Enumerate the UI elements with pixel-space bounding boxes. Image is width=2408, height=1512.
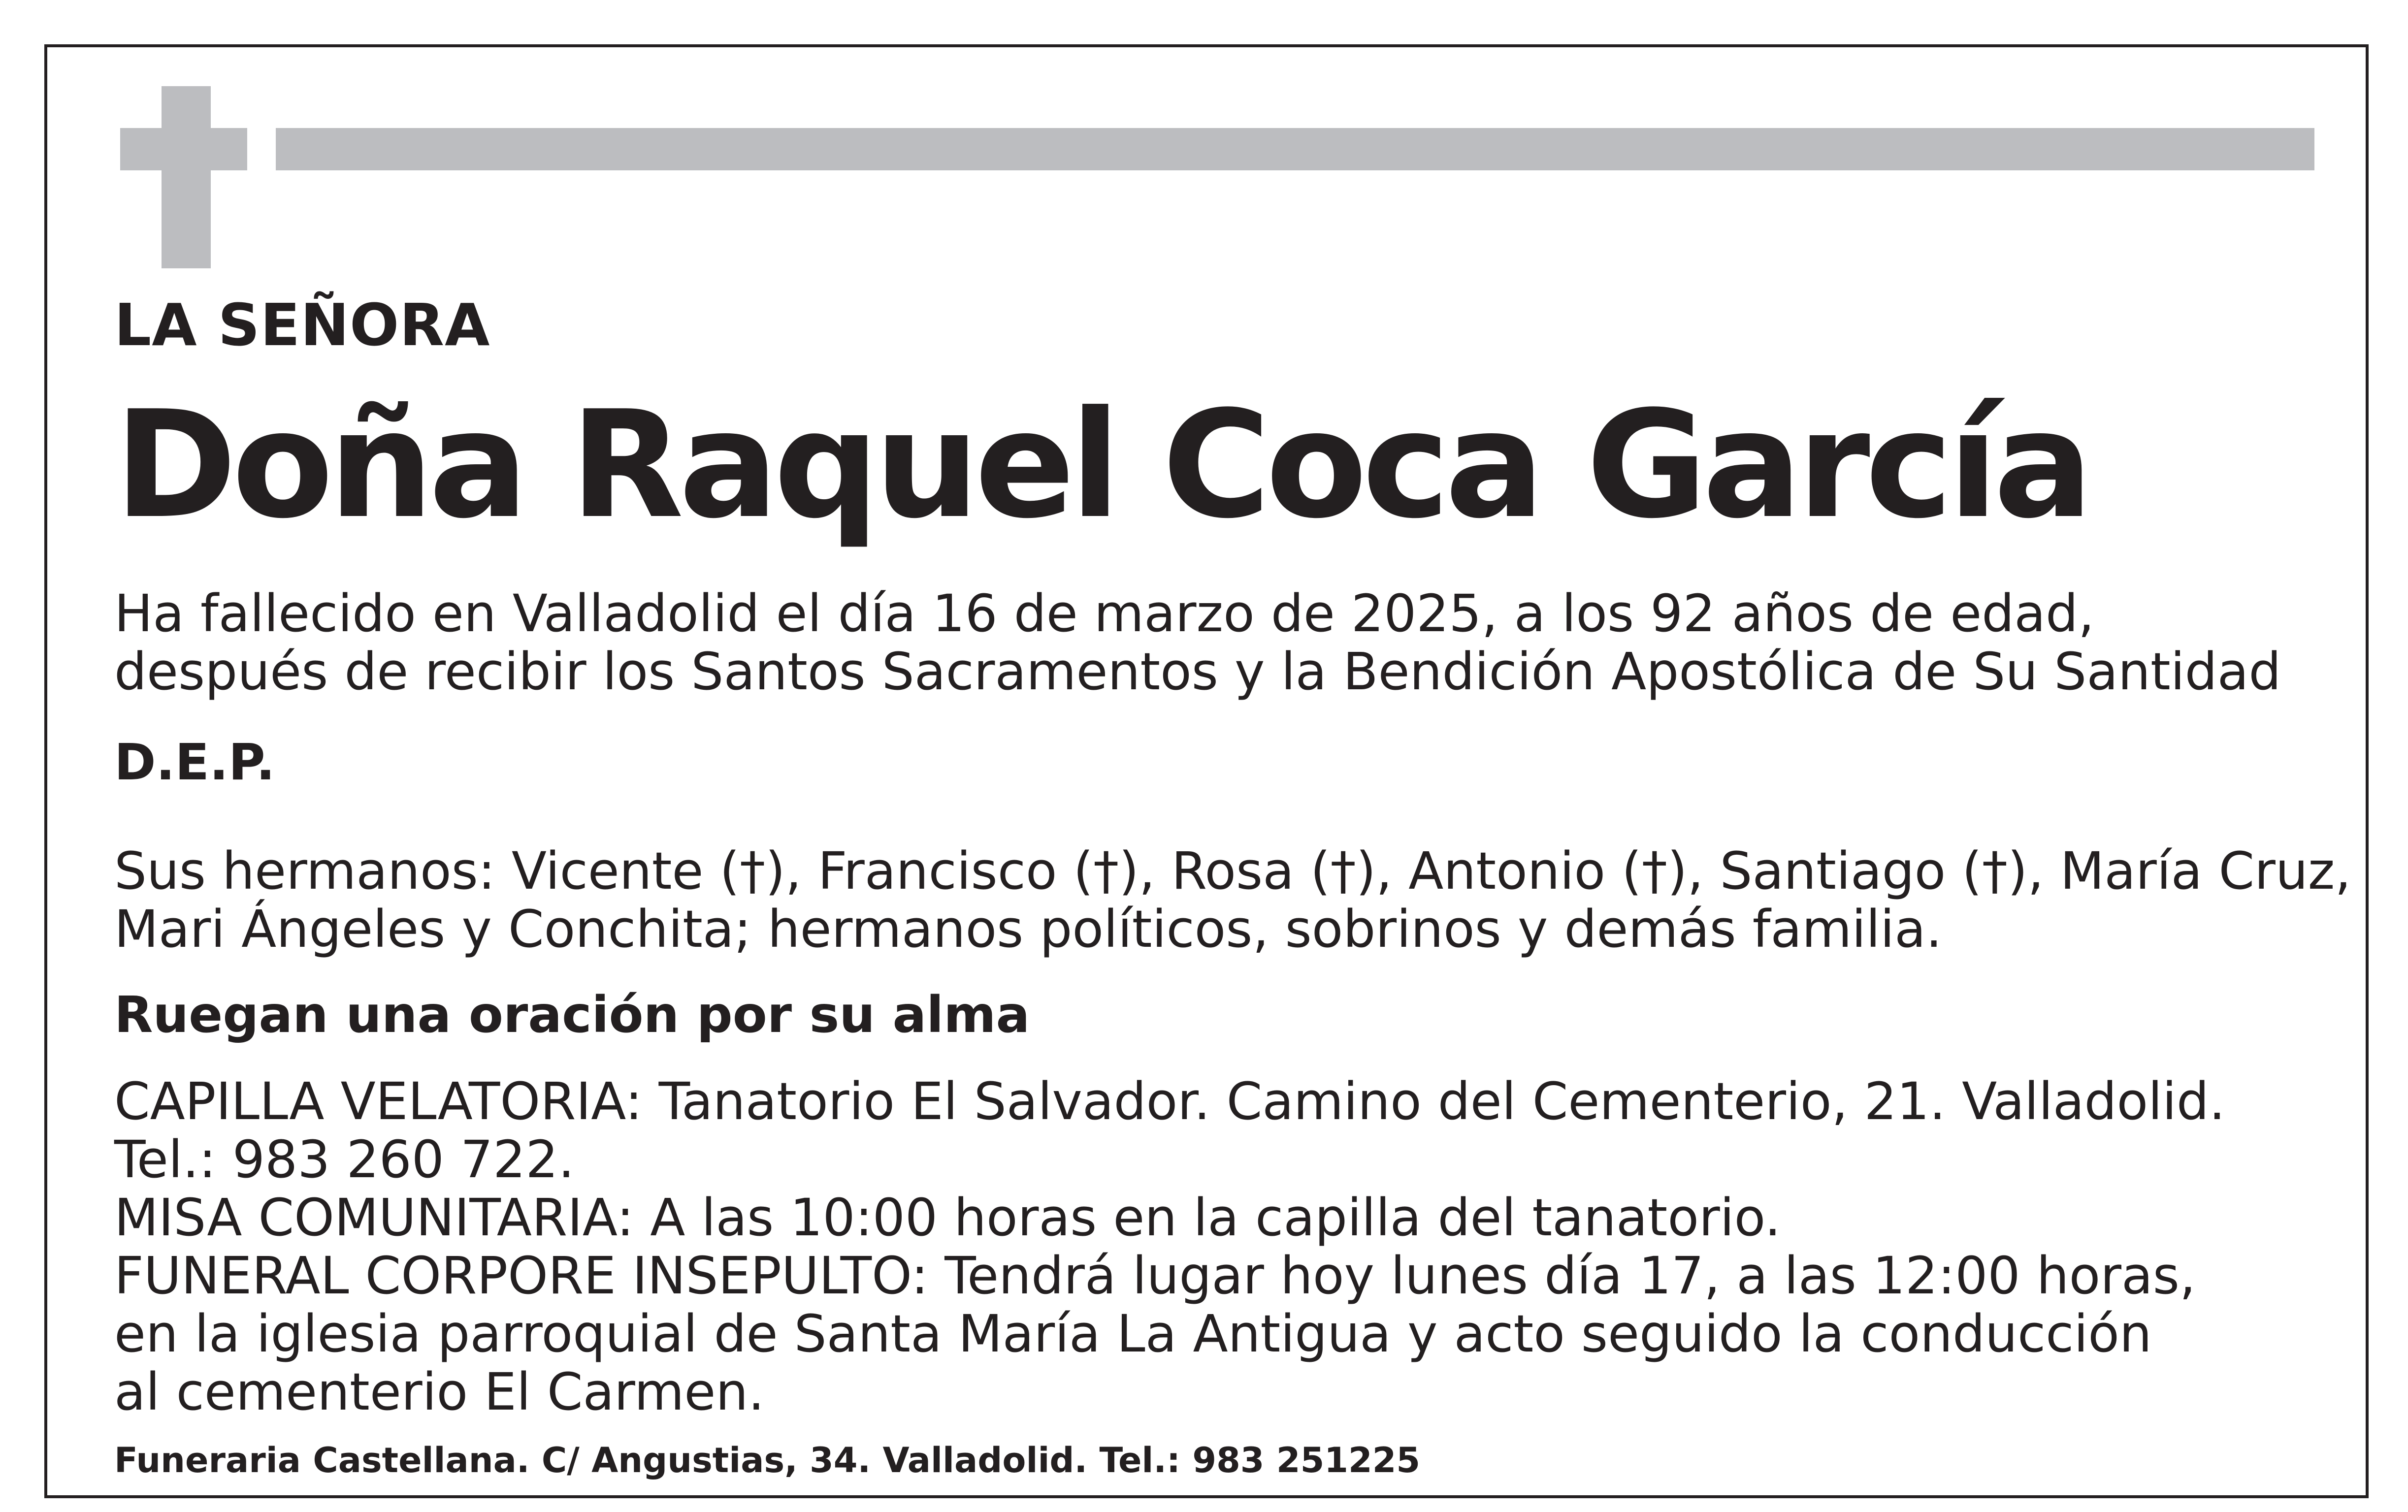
obituary-body xyxy=(114,290,2351,1481)
service-line: al cementerio El Carmen. xyxy=(114,1362,765,1422)
honorific: LA SEÑORA xyxy=(114,291,490,359)
deceased-name: Doña Raquel Coca García xyxy=(114,379,2088,551)
service-line: FUNERAL CORPORE INSEPULTO: Tendrá lugar hoy lunes día 17, a las 12:00 horas, xyxy=(114,1246,2196,1306)
family-list xyxy=(114,840,2351,959)
service-line: MISA COMUNITARIA: A las 10:00 horas en la capilla del tanatorio. xyxy=(114,1188,1781,1248)
announcement xyxy=(114,584,2320,701)
funeral-home-footer: Funeraria Castellana. C/ Angustias, 34. Valladolid. Tel.: 983 251225 xyxy=(114,1440,1421,1481)
announcement-line: después de recibir los Santos Sacramentos y la Bendición Apostólica de Su Santidad xyxy=(114,641,2281,702)
cross-vertical-bar xyxy=(162,86,211,268)
service-line: CAPILLA VELATORIA: Tanatorio El Salvador. Camino del Cementerio, 21. Valladolid. xyxy=(114,1071,2225,1132)
service-line: Tel.: 983 260 722. xyxy=(114,1129,575,1190)
header-rule xyxy=(276,128,2314,170)
announcement-line: Ha fallecido en Valladolid el día 16 de marzo de 2025, a los 92 años de edad, xyxy=(114,583,2095,643)
service-line: en la iglesia parroquial de Santa María La Antigua y acto seguido la conducción xyxy=(114,1304,2152,1364)
dep-label: D.E.P. xyxy=(114,733,275,792)
family-line: Mari Ángeles y Conchita; hermanos políticos, sobrinos y demás familia. xyxy=(114,899,1942,959)
prayer-request: Ruegan una oración por su alma xyxy=(114,985,1030,1044)
cross-horizontal-bar xyxy=(120,128,247,170)
service-details xyxy=(114,1072,2320,1421)
family-line: Sus hermanos: Vicente (†), Francisco (†), Rosa (†), Antonio (†), Santiago (†), María Cruz, xyxy=(114,840,2351,901)
